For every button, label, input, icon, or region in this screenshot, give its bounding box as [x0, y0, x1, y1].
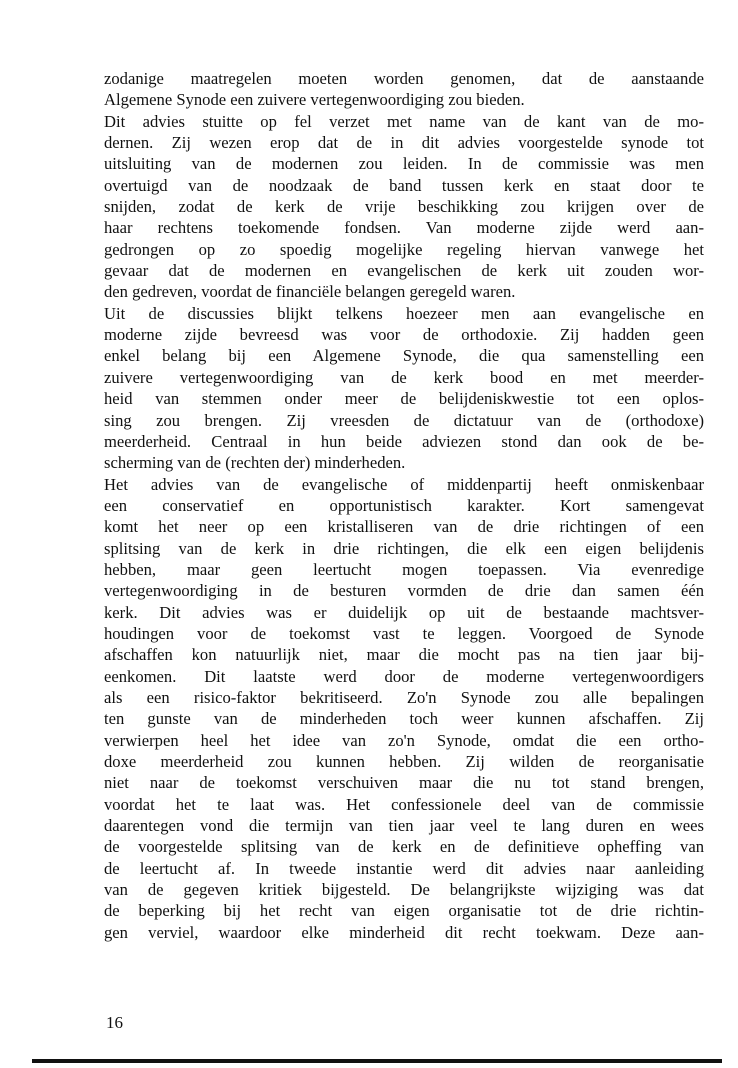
text-line: enkel belang bij een Algemene Synode, die qua samenstelling een [104, 346, 704, 366]
text-line: komt het neer op een kristalliseren van de drie richtingen of een [104, 517, 704, 537]
text-line: den gedreven, voordat de financiële belangen geregeld waren. [104, 282, 516, 302]
text-line: vertegenwoordiging in de besturen vormden de drie dan samen één [104, 581, 704, 601]
text-line: verwierpen heel het idee van zo'n Synode, omdat die een ortho- [104, 730, 704, 750]
text-line: moderne zijde bevreesd was voor de orthodoxie. Zij hadden geen [104, 325, 704, 345]
text-line: de beperking bij het recht van eigen organisatie tot de drie richtin- [104, 901, 704, 921]
text-line: overtuigd van de noodzaak de band tussen kerk en staat door te [104, 175, 704, 195]
text-line: scherming van de (rechten der) minderheden. [104, 453, 406, 473]
text-line: de voorgestelde splitsing van de kerk en de definitieve opheffing van [104, 837, 704, 857]
text-line: sing zou brengen. Zij vreesden de dictatuur van de (orthodoxe) [104, 410, 704, 430]
text-line: als een risico-faktor bekritiseerd. Zo'n Synode zou alle bepalingen [104, 687, 704, 707]
body-text [104, 68, 704, 943]
text-line: heid van stemmen onder meer de belijdeniskwestie tot een oplos- [104, 389, 704, 409]
text-line: gedrongen op zo spoedig mogelijke regeling hiervan vanwege het [104, 239, 704, 259]
bottom-rule [32, 1059, 722, 1063]
text-line: kerk. Dit advies was er duidelijk op uit de bestaande machtsver- [104, 602, 704, 622]
text-line: niet naar de toekomst verschuiven maar die nu tot stand brengen, [104, 773, 704, 793]
text-line: uitsluiting van de modernen zou leiden. In de commissie was men [104, 154, 704, 174]
text-line: gevaar dat de modernen en evangelischen de kerk uit zouden wor- [104, 261, 704, 281]
text-line: Dit advies stuitte op fel verzet met name van de kant van de mo- [104, 111, 704, 131]
text-line: voordat het te laat was. Het confessionele deel van de commissie [104, 794, 704, 814]
text-line: houdingen voor de toekomst vast te leggen. Voorgoed de Synode [104, 623, 704, 643]
text-line: Het advies van de evangelische of middenpartij heeft onmiskenbaar [104, 474, 704, 494]
text-line: meerderheid. Centraal in hun beide adviezen stond dan ook de be- [104, 431, 704, 451]
text-line: van de gegeven kritiek bijgesteld. De belangrijkste wijziging was dat [104, 880, 704, 900]
text-line: snijden, zodat de kerk de vrije beschikking zou krijgen over de [104, 197, 704, 217]
text-line: zodanige maatregelen moeten worden genomen, dat de aanstaande [104, 69, 704, 88]
text-line: haar rechtens toekomende fondsen. Van moderne zijde werd aan- [104, 218, 704, 238]
text-line: gen verviel, waardoor elke minderheid dit recht toekwam. Deze aan- [104, 922, 704, 942]
page-number: 16 [106, 1013, 123, 1032]
text-line: ten gunste van de minderheden toch weer kunnen afschaffen. Zij [104, 709, 704, 729]
text-line: dernen. Zij wezen erop dat de in dit advies voorgestelde synode tot [104, 133, 704, 153]
text-line: splitsing van de kerk in drie richtingen, die elk een eigen belijdenis [104, 538, 704, 558]
text-line: een conservatief en opportunistisch karakter. Kort samengevat [104, 495, 704, 515]
text-line: zuivere vertegenwoordiging van de kerk bood en met meerder- [104, 367, 704, 387]
text-line: daarentegen vond die termijn van tien jaar veel te lang duren en wees [104, 816, 704, 836]
text-line: afschaffen kon natuurlijk niet, maar die mocht pas na tien jaar bij- [104, 645, 704, 665]
text-line: Algemene Synode een zuivere vertegenwoordiging zou bieden. [104, 90, 525, 110]
text-line: de leertucht af. In tweede instantie werd dit advies naar aanleiding [104, 858, 704, 878]
text-line: Uit de discussies blijkt telkens hoezeer men aan evangelische en [104, 303, 704, 323]
text-line: doxe meerderheid zou kunnen hebben. Zij wilden de reorganisatie [104, 752, 704, 771]
text-line: hebben, maar geen leertucht mogen toepassen. Via evenredige [104, 559, 704, 579]
text-line: eenkomen. Dit laatste werd door de moderne vertegenwoordigers [104, 666, 704, 686]
